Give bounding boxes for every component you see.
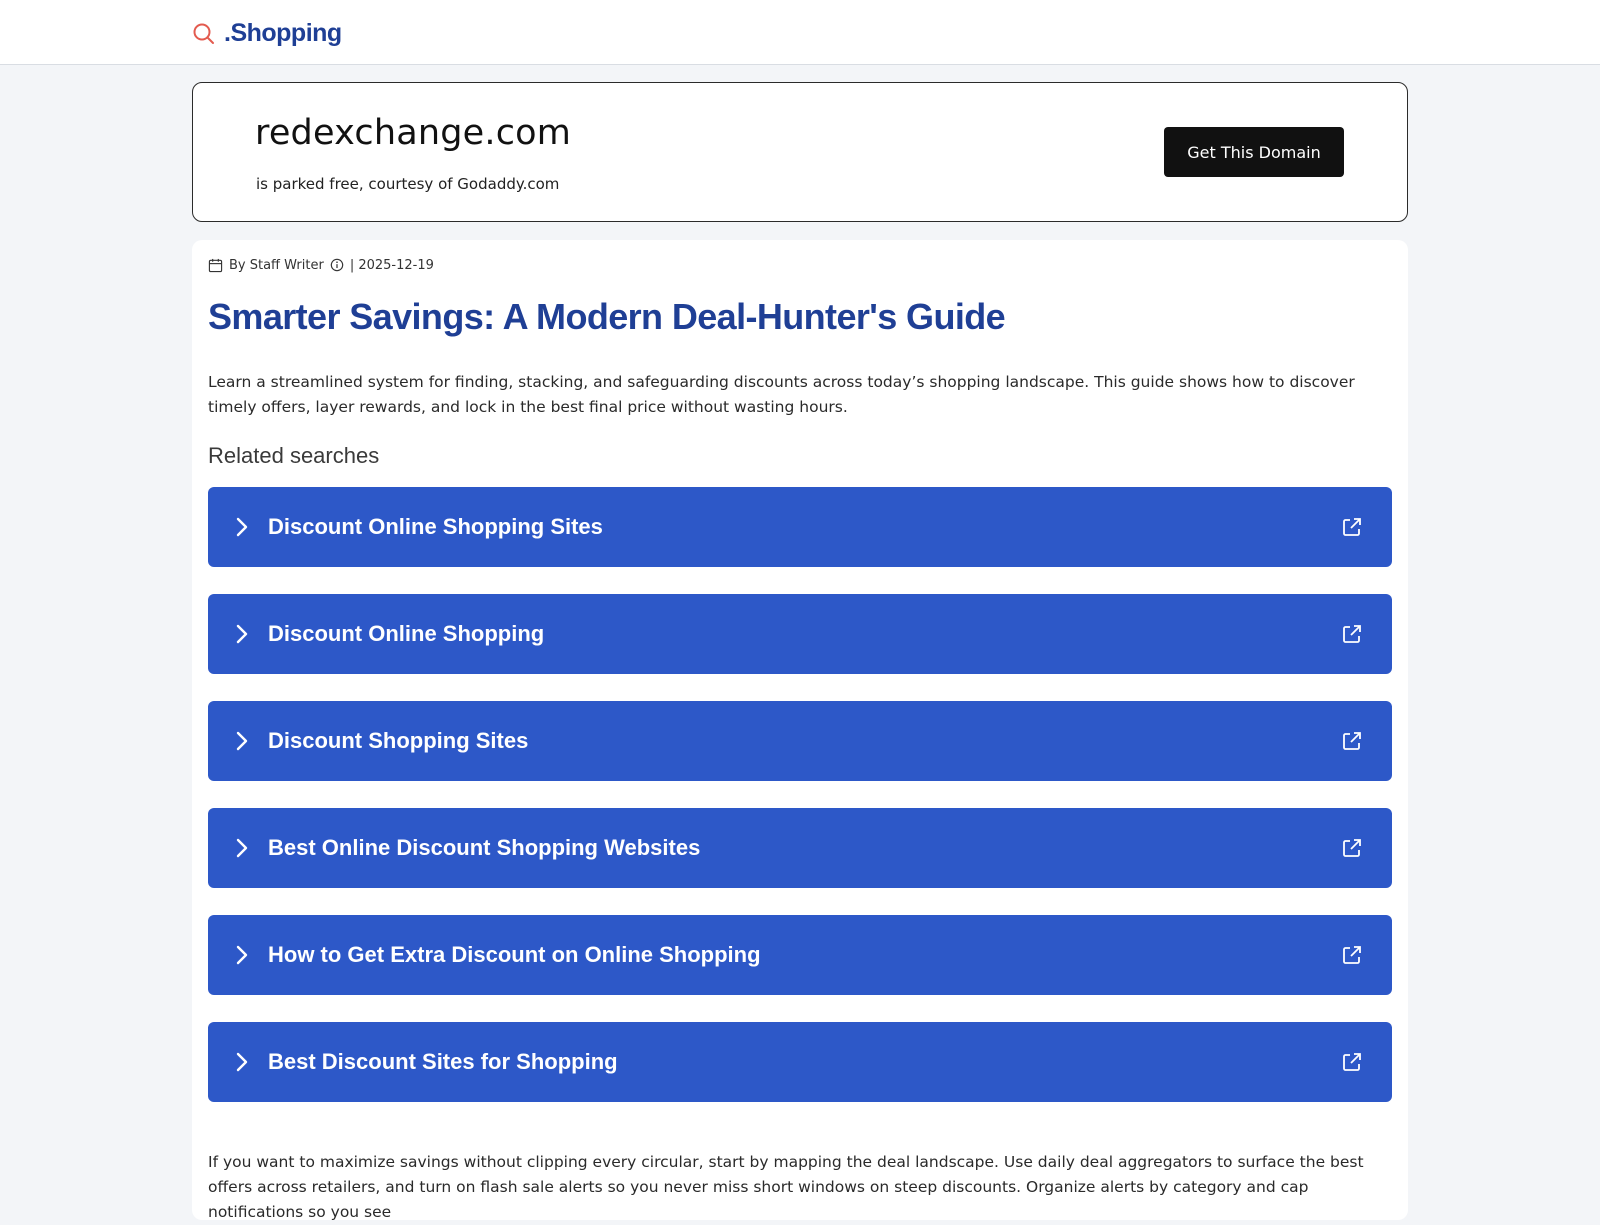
related-search-item[interactable] [208,1022,1392,1102]
publish-date: | 2025-12-19 [349,257,434,273]
chevron-right-icon [234,624,250,644]
logo-text: .Shopping [224,18,342,47]
chevron-right-icon [234,517,250,537]
article-card [192,240,1408,1220]
domain-subtitle: is parked free, courtesy of Godaddy.com [256,175,560,193]
domain-name: redexchange.com [255,113,572,153]
external-link-icon [1342,1052,1362,1072]
external-link-icon [1342,945,1362,965]
top-bar [0,0,1600,65]
chevron-right-icon [234,731,250,751]
related-search-item[interactable] [208,808,1392,888]
related-search-label: Best Discount Sites for Shopping [268,1049,618,1074]
related-search-label: How to Get Extra Discount on Online Shopping [268,942,761,967]
external-link-icon [1342,838,1362,858]
info-icon[interactable] [330,258,344,272]
external-link-icon [1342,517,1362,537]
chevron-right-icon [234,945,250,965]
get-this-domain-button[interactable]: Get This Domain [1164,127,1344,177]
related-search-label: Best Online Discount Shopping Websites [268,835,701,860]
site-logo[interactable] [192,18,342,48]
calendar-icon [208,258,223,273]
search-icon [192,21,216,45]
chevron-right-icon [234,1052,250,1072]
external-link-icon [1342,624,1362,644]
related-search-label: Discount Online Shopping [268,621,545,646]
chevron-right-icon [234,838,250,858]
external-link-icon [1342,731,1362,751]
related-search-label: Discount Shopping Sites [268,728,529,753]
domain-card [192,82,1408,222]
related-search-label: Discount Online Shopping Sites [268,514,603,539]
article-intro: Learn a streamlined system for finding, stacking, and safeguarding discounts across today’s shopping landscape. This guide shows how to discover timely offers, layer rewards, and lock in the best final price without wasting hours. [208,373,1355,416]
related-search-item[interactable] [208,701,1392,781]
author: By Staff Writer [229,257,324,273]
article-title: Smarter Savings: A Modern Deal-Hunter's Guide [208,296,1006,337]
related-search-item[interactable] [208,594,1392,674]
related-searches-title: Related searches [208,443,380,468]
article-body: If you want to maximize savings without clipping every circular, start by mapping the deal landscape. Use daily deal aggregators to surface the best offers across retailers, and turn on flash sale alerts so you never miss short windows on steep discounts. Organize alerts by category and cap notifications so you see [208,1153,1364,1221]
article-meta [208,255,434,275]
related-search-item[interactable] [208,915,1392,995]
related-search-item[interactable] [208,487,1392,567]
